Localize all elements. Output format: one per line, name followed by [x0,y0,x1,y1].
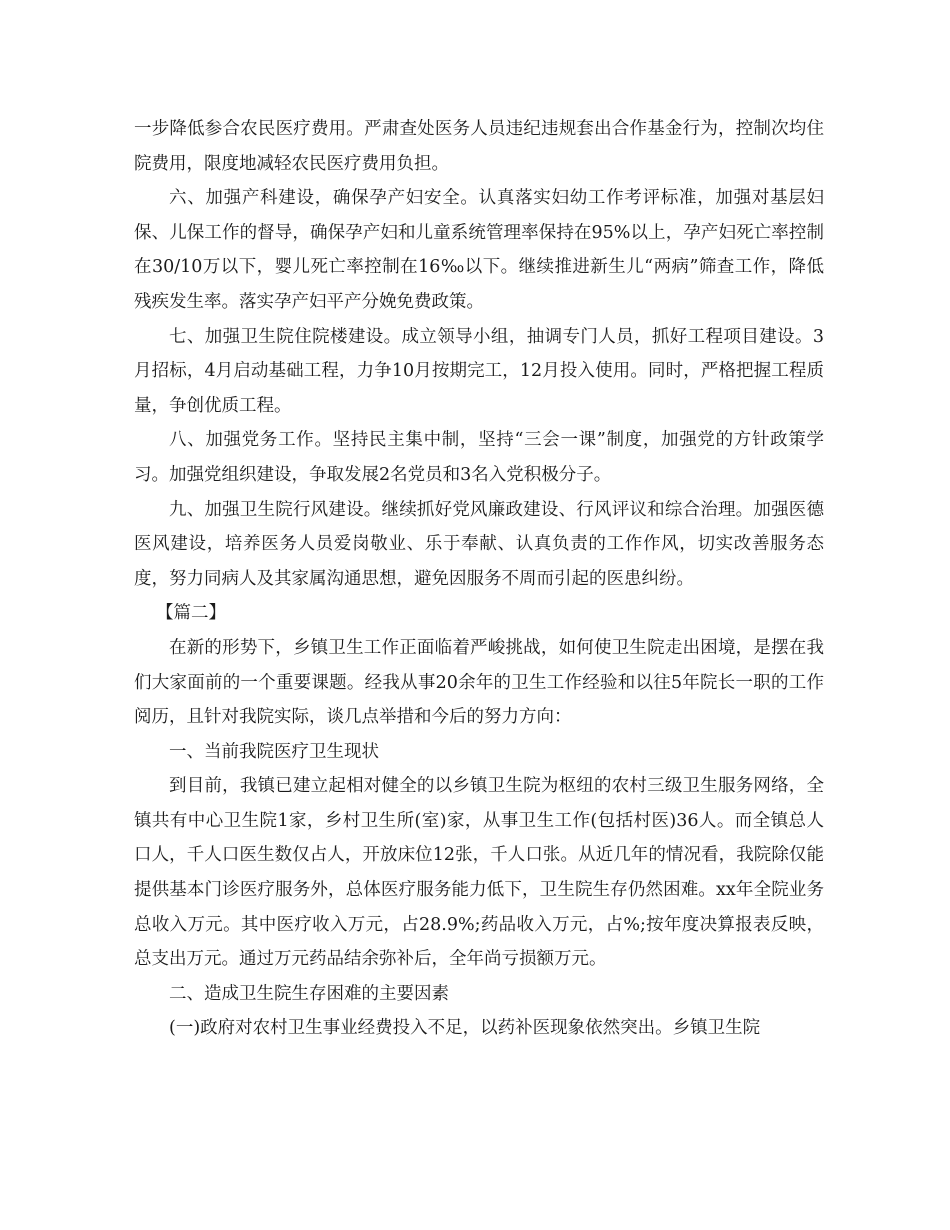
paragraph-item-9: 九、加强卫生院行风建设。继续抓好党风廉政建设、行风评议和综合治理。加强医德医风建设，培养医务人员爱岗敬业、乐于奉献、认真负责的工作作风，切实改善服务态度，努力同病人及其家属沟通思想，避免因服务不周而引起的医患纠纷。 [134,499,824,589]
paragraph-continuation: 一步降低参合农民医疗费用。严肃查处医务人员违纪违规套出合作基金行为，控制次均住院费用，限度地减轻农民医疗费用负担。 [134,119,824,174]
paragraph-item-8: 八、加强党务工作。坚持民主集中制，坚持“三会一课”制度，加强党的方针政策学习。加强党组织建设，争取发展2名党员和3名入党积极分子。 [134,430,824,485]
paragraph-intro: 在新的形势下，乡镇卫生工作正面临着严峻挑战，如何使卫生院走出困境，是摆在我们大家面前的一个重要课题。经我从事20余年的卫生工作经验和以往5年院长一职的工作阅历，且针对我院实际，谈几点举措和今后的努力方向： [134,637,824,728]
paragraph-item-7: 七、加强卫生院住院楼建设。成立领导小组，抽调专门人员，抓好工程项目建设。3月招标，4月启动基础工程，力争10月按期完工，12月投入使用。同时，严格把握工程质量，争创优质工程。 [134,326,824,416]
paragraph-item-6: 六、加强产科建设，确保孕产妇安全。认真落实妇幼工作考评标准，加强对基层妇保、儿保工作的督导，确保孕产妇和儿童系统管理率保持在95%以上，孕产妇死亡率控制在30/10万以下，婴儿死亡率控制在16‰以下。继续推进新生儿“两病”筛查工作，降低残疾发生率。落实孕产妇平产分娩免费政策。 [134,188,824,312]
document-page [134,112,824,1046]
section-heading: 【篇二】 [156,603,226,624]
subheading-factors: 二、造成卫生院生存困难的主要因素 [169,983,449,1004]
subheading-status: 一、当前我院医疗卫生现状 [169,741,379,762]
paragraph-factor-1: (一)政府对农村卫生事业经费投入不足，以药补医现象依然突出。乡镇卫生院 [169,1018,761,1039]
paragraph-status: 到目前，我镇已建立起相对健全的以乡镇卫生院为枢纽的农村三级卫生服务网络，全镇共有中心卫生院1家，乡村卫生所(室)家，从事卫生工作(包括村医)36人。而全镇总人口人，千人口医生数仅占人，开放床位12张，千人口张。从近几年的情况看，我院除仅能提供基本门诊医疗服务外，总体医疗服务能力低下，卫生院生存仍然困难。xx年全院业务总收入万元。其中医疗收入万元，占28.9%;药品收入万元，占%;按年度决算报表反映，总支出万元。通过万元药品结余弥补后，全年尚亏损额万元。 [134,776,824,970]
